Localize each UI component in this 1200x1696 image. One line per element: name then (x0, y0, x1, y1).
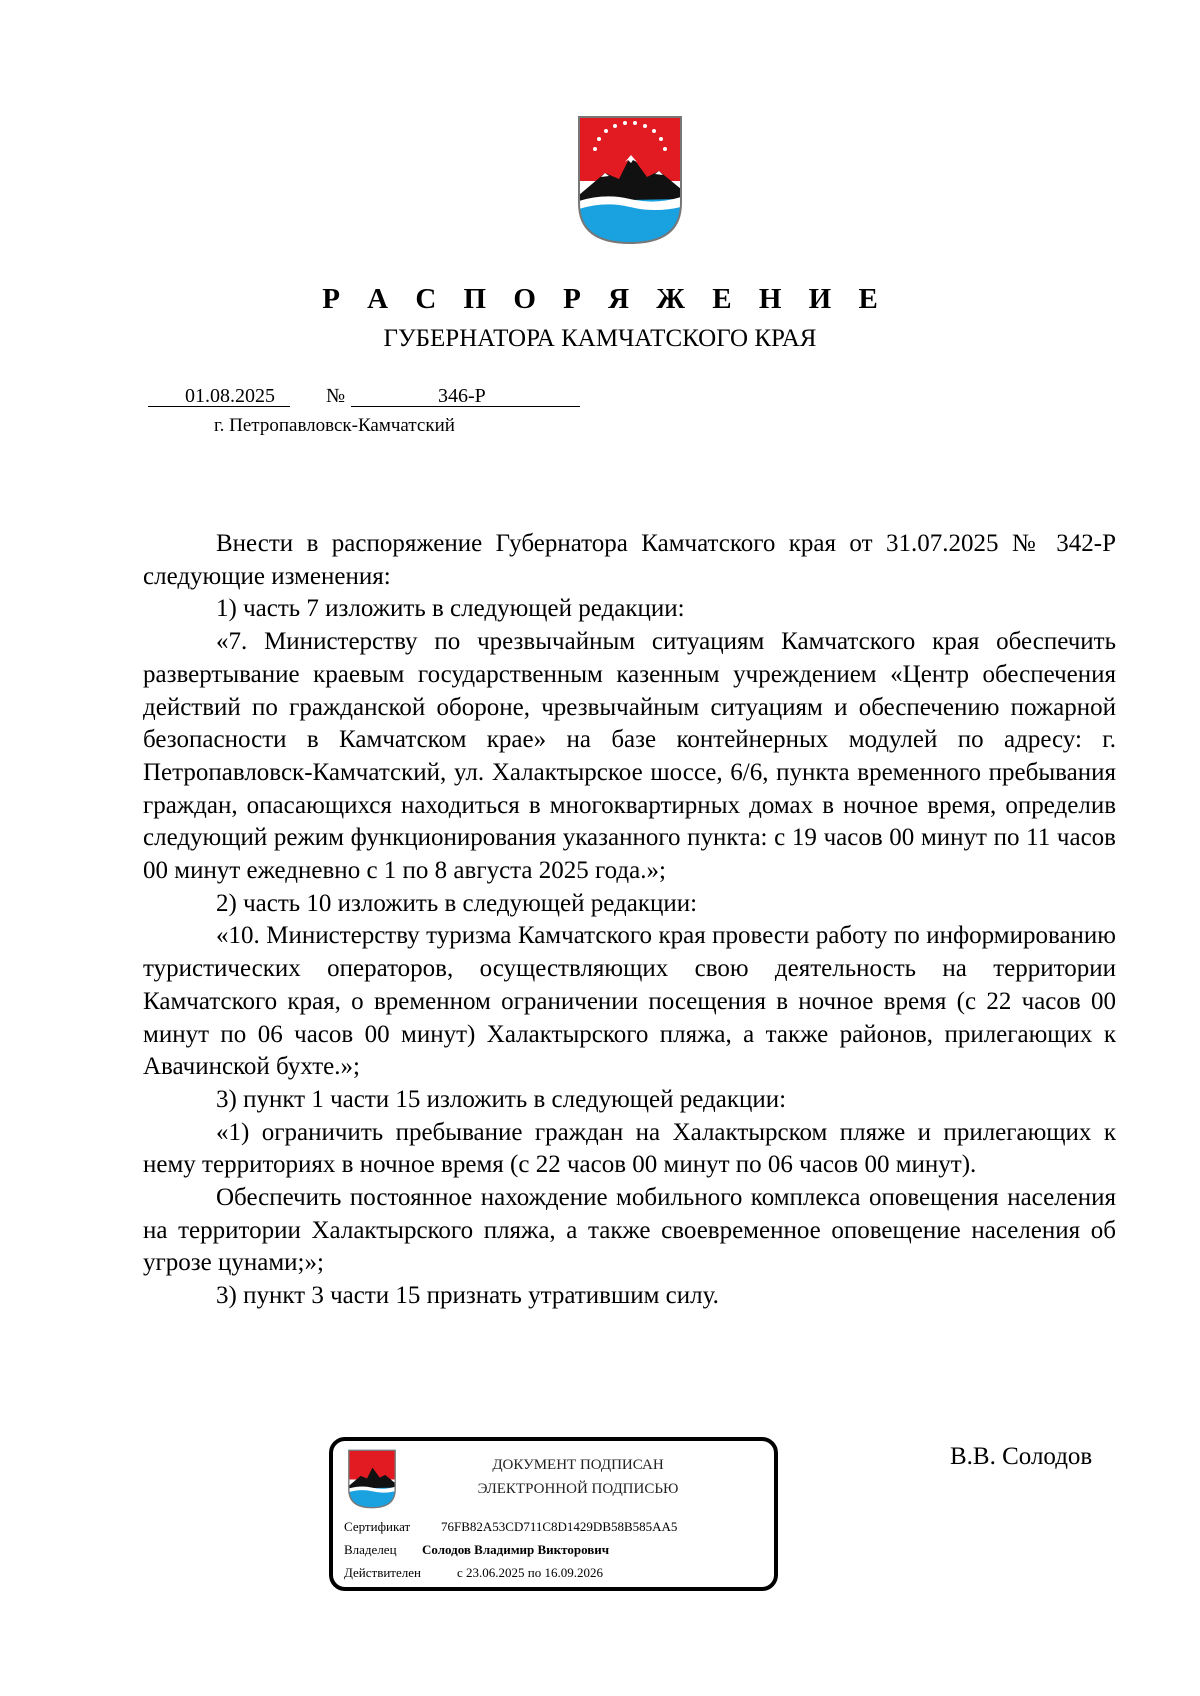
owner-label: Владелец (344, 1542, 397, 1557)
paragraph: «1) ограничить пребывание граждан на Халактырском пляже и прилегающих к нему территориях в ночное время (с 22 часов 00 минут по 06 часов 00 минут). (143, 1118, 1116, 1179)
paragraph: «10. Министерству туризма Камчатского края провести работу по информированию туристических операторов, осуществляющих свою деятельность на территории Камчатского края, о временном ограничении посещения в ночное время (с 22 часов 00 минут по 06 часов 00 минут) Халактырского пляжа, а также районов, прилегающих к Авачинской бухте.»; (143, 922, 1116, 1081)
document-date: 01.08.2025 (185, 385, 275, 407)
signatory-name: В.В. Солодов (950, 1443, 1093, 1470)
paragraph: 3) пункт 3 части 15 признать утратившим силу. (216, 1282, 719, 1310)
coat-of-arms-icon (575, 115, 685, 245)
coat-of-arms-icon (347, 1449, 397, 1509)
paragraph: Обеспечить постоянное нахождение мобильного комплекса оповещения населения на территории Халактырского пляжа, а также своевременное оповещение населения об угрозе цунами;»; (143, 1184, 1116, 1277)
stamp-heading-line1: ДОКУМЕНТ ПОДПИСАН (492, 1457, 664, 1473)
paragraph: «7. Министерству по чрезвычайным ситуациям Камчатского края обеспечить развертывание краевым государственным казенным учреждением «Центр обеспечения действий по гражданской обороне, чрезвычайным ситуациям и обеспечению пожарной безопасности в Камчатском крае» на базе контейнерных модулей по адресу: г. Петропавловск-Камчатский, ул. Халактырское шоссе, 6/6, пункта временного пребывания граждан, опасающихся находиться в многоквартирных домах в ночное время, определив следующий режим функционирования указанного пункта: с 19 часов 00 минут по 11 часов 00 минут ежедневно с 1 по 8 августа 2025 года.»; (143, 628, 1116, 885)
issuer-subtitle: ГУБЕРНАТОРА КАМЧАТСКОГО КРАЯ (383, 325, 817, 352)
paragraph: 3) пункт 1 части 15 изложить в следующей редакции: (216, 1085, 787, 1113)
paragraph: 2) часть 10 изложить в следующей редакции: (216, 889, 698, 917)
certificate-value: 76FB82A53CD711C8D1429DB58B585AA5 (441, 1519, 678, 1534)
stamp-certificate-row (344, 1519, 677, 1535)
paragraph: 1) часть 7 изложить в следующей редакции: (216, 595, 685, 623)
stamp-owner-row (344, 1542, 609, 1558)
certificate-label: Сертификат (344, 1519, 411, 1534)
document-body (143, 528, 1116, 1313)
validity-value: с 23.06.2025 по 16.09.2026 (457, 1565, 603, 1580)
validity-label: Действителен (344, 1565, 421, 1580)
city-line: г. Петропавловск-Камчатский (214, 415, 455, 436)
paragraph: Внести в распоряжение Губернатора Камчатского края от 31.07.2025 № 342-Р следующие изменения: (143, 530, 1116, 590)
stamp-validity-row (344, 1565, 603, 1581)
number-sign: № (326, 385, 346, 407)
document-number: 346-Р (438, 385, 486, 407)
document-type-title: Р А С П О Р Я Ж Е Н И Е (322, 283, 888, 315)
e-signature-stamp (329, 1437, 778, 1591)
owner-value: Солодов Владимир Викторович (422, 1542, 610, 1557)
stamp-heading-line2: ЭЛЕКТРОННОЙ ПОДПИСЬЮ (477, 1481, 679, 1497)
date-number-line (148, 385, 580, 409)
